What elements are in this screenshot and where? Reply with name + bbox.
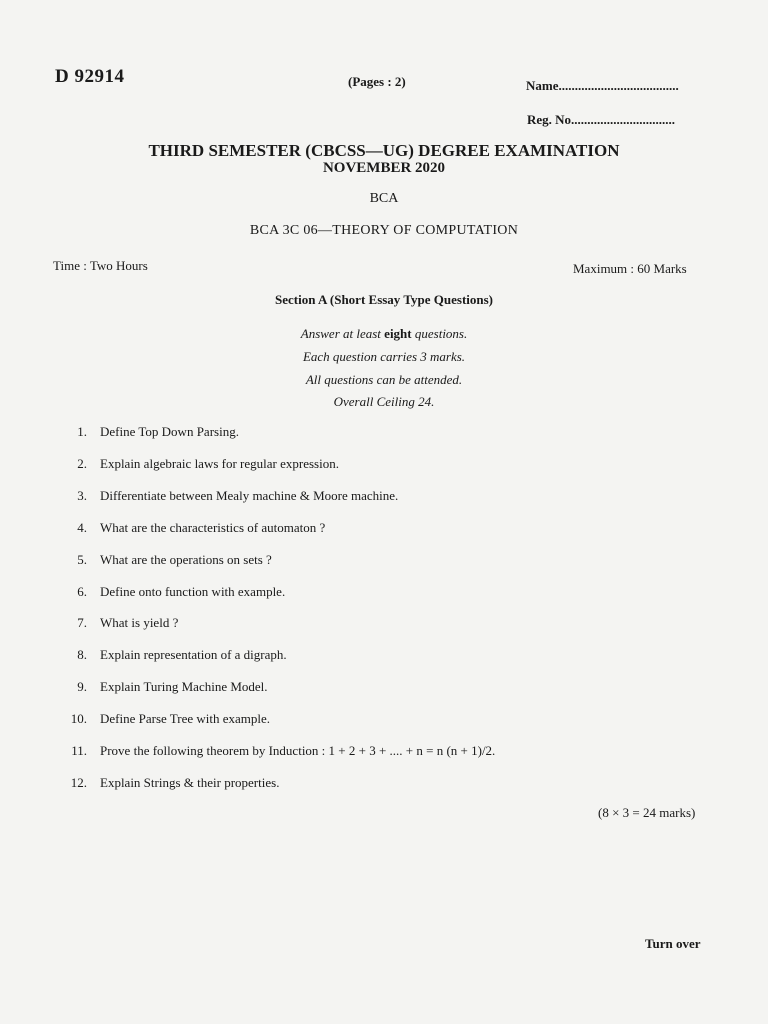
instruction-line: Each question carries 3 marks.: [302, 349, 466, 364]
programme: BCA: [369, 191, 399, 206]
question-text: Differentiate between Mealy machine & Moore machine.: [100, 488, 399, 503]
time-allowed: Time : Two Hours: [53, 258, 148, 273]
maximum-marks: Maximum : 60 Marks: [573, 261, 687, 276]
reg-no-field: Reg. No................................: [527, 112, 676, 127]
question-text: What are the operations on sets ?: [100, 552, 272, 567]
name-field: Name.....................................: [526, 78, 679, 93]
course-title: BCA 3C 06—THEORY OF COMPUTATION: [249, 223, 519, 238]
exam-session: NOVEMBER 2020: [322, 160, 446, 176]
instruction-line: Overall Ceiling 24.: [333, 394, 435, 409]
instruction-line: All questions can be attended.: [305, 372, 463, 387]
instruction-emphasis: eight: [384, 326, 412, 341]
question-number: 3.: [77, 488, 87, 503]
question-text: What are the characteristics of automaton ?: [100, 520, 326, 535]
exam-title: THIRD SEMESTER (CBCSS—UG) DEGREE EXAMINATION: [148, 141, 620, 160]
question-number: 7.: [77, 615, 87, 630]
question-text: Explain Strings & their properties.: [100, 775, 280, 790]
question-number: 8.: [77, 647, 87, 662]
question-number: 4.: [77, 520, 87, 535]
question-text: Prove the following theorem by Induction : 1 + 2 + 3 + .... + n = n (n + 1)/2.: [100, 743, 496, 758]
instruction-text: Answer at least: [300, 326, 385, 341]
question-text: What is yield ?: [100, 615, 179, 630]
question-number: 11.: [71, 743, 87, 758]
question-number: 1.: [77, 424, 87, 439]
section-heading: Section A (Short Essay Type Questions): [274, 292, 494, 307]
question-text: Define Top Down Parsing.: [100, 424, 239, 439]
instruction-line: [0, 326, 768, 342]
marks-summary: (8 × 3 = 24 marks): [598, 805, 696, 820]
question-text: Explain Turing Machine Model.: [100, 679, 268, 694]
question-number: 2.: [77, 456, 87, 471]
question-number: 10.: [70, 711, 87, 726]
turn-over-note: Turn over: [645, 936, 701, 951]
question-text: Explain algebraic laws for regular expression.: [100, 456, 339, 471]
question-number: 12.: [70, 775, 87, 790]
paper-code: D 92914: [55, 66, 125, 87]
question-text: Define onto function with example.: [100, 584, 286, 599]
page-count: (Pages : 2): [348, 74, 406, 89]
instruction-text: questions.: [411, 326, 468, 341]
question-number: 9.: [77, 679, 87, 694]
question-number: 5.: [77, 552, 87, 567]
question-number: 6.: [77, 584, 87, 599]
question-text: Define Parse Tree with example.: [100, 711, 271, 726]
question-text: Explain representation of a digraph.: [100, 647, 287, 662]
